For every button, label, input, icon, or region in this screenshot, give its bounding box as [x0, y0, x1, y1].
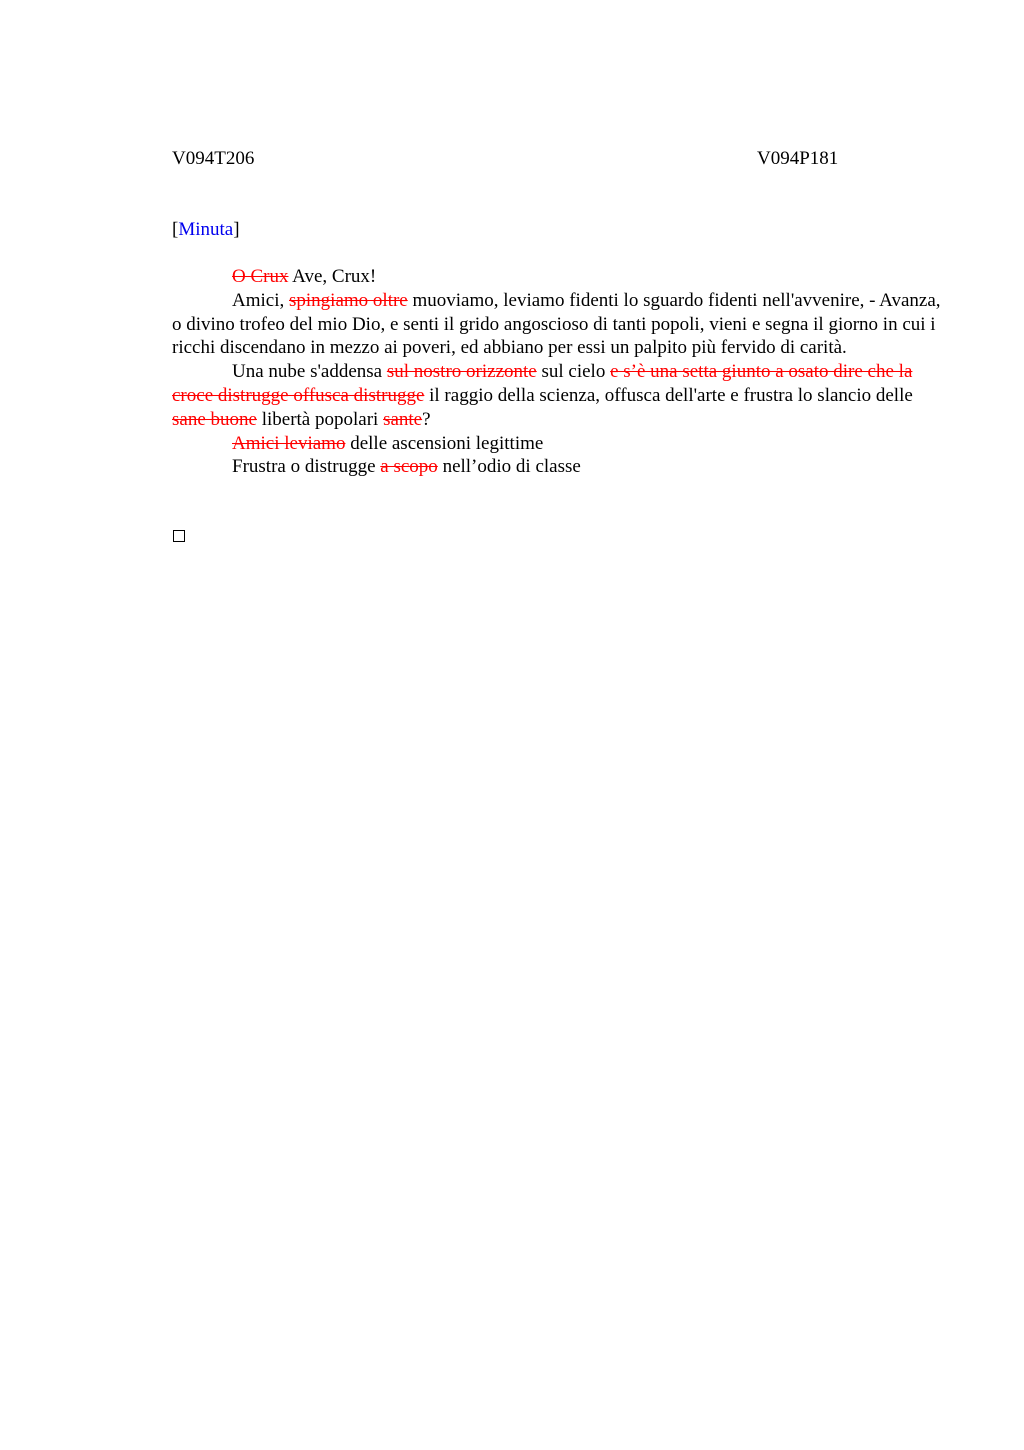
paragraph — [172, 455, 942, 479]
text-segment: ? — [422, 408, 431, 430]
deleted-text: Amici leviamo — [232, 432, 346, 454]
text-segment: Frustra o distrugge — [232, 456, 381, 478]
paragraph — [172, 360, 942, 431]
document-page — [172, 0, 942, 1450]
text-segment: Ave, Crux! — [288, 266, 377, 287]
deleted-text: sante — [383, 408, 423, 430]
text-segment: delle ascensioni legittime — [345, 432, 544, 454]
label-open-bracket: [ — [172, 219, 179, 240]
label-word: Minuta — [178, 219, 234, 240]
deleted-text: e s’è una setta giunto a osato dire che la croce distrugge offusca distrugge — [172, 361, 913, 406]
text-segment: Una nube s'addensa — [232, 361, 387, 383]
text-segment: nell’odio di classe — [437, 456, 581, 478]
paragraph — [172, 432, 942, 456]
transcription-body — [172, 265, 942, 479]
text-segment: il raggio della scienza, offusca dell'arte e frustra lo slancio delle — [424, 384, 913, 406]
document-label — [172, 218, 240, 242]
paragraph — [172, 265, 942, 289]
empty-square-icon — [173, 530, 185, 542]
deleted-text: sane buone — [172, 408, 257, 430]
text-segment: libertà popolari — [256, 408, 384, 430]
deleted-text: sul nostro orizzonte — [386, 361, 537, 383]
document-code-right: V094P181 — [757, 148, 839, 169]
text-segment: sul cielo — [536, 361, 611, 383]
text-segment: muoviamo, leviamo fidenti lo sguardo fidenti nell'avvenire, - Avanza, o divino trofeo del mio Dio, e senti il grido angoscioso di tanti popoli, vieni e segna il giorno in cui i ricchi discendano in mezzo ai poveri, ed abbiano per essi un palpito più fervido di carità. — [172, 289, 941, 359]
text-segment: Amici, — [232, 289, 289, 311]
paragraph — [172, 289, 942, 360]
label-close-bracket: ] — [233, 219, 240, 240]
deleted-text: O Crux — [232, 266, 289, 287]
deleted-text: a scopo — [380, 456, 438, 478]
deleted-text: spingiamo oltre — [289, 289, 408, 311]
document-code-left: V094T206 — [172, 148, 255, 169]
